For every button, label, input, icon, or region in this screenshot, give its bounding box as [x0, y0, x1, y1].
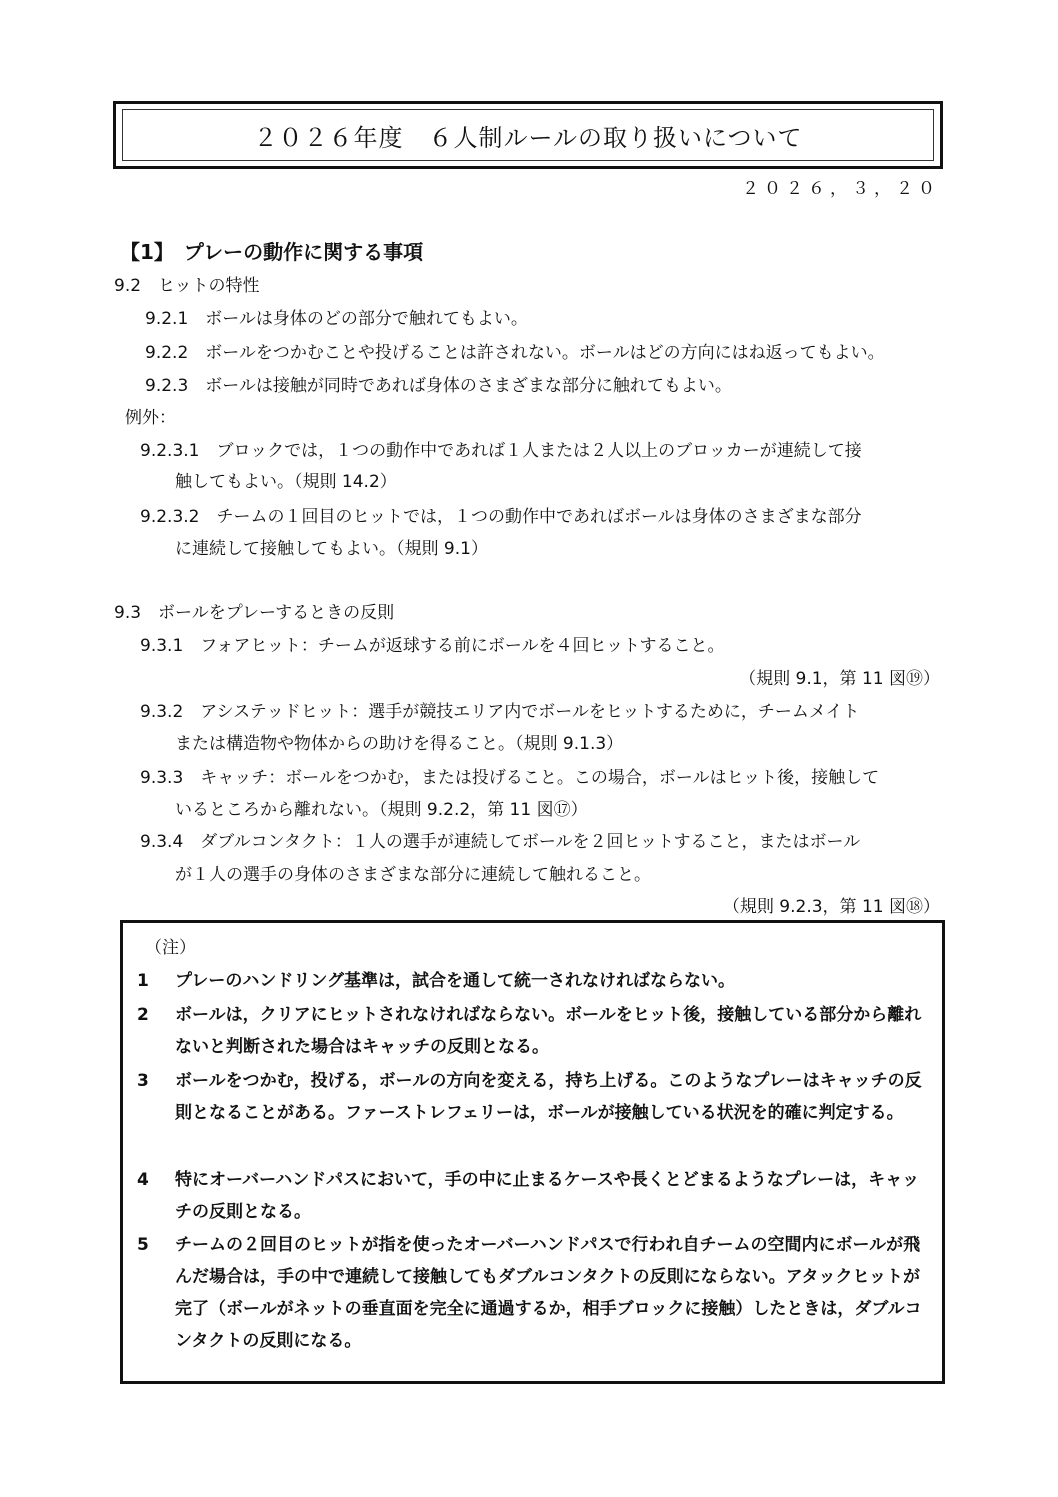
note-item [137, 999, 927, 1063]
rule-9-2-3-2-line2: に連続して接触してもよい。（規則 9.1） [175, 539, 488, 559]
rule-9-2-2: 9.2.2 ボールをつかむことや投げることは許されない。ボールはどの方向にはね返ってもよい。 [145, 343, 885, 363]
title-frame [113, 101, 943, 169]
note-text: プレーのハンドリング基準は，試合を通して統一されなければならない。 [175, 971, 735, 991]
subsection-9-2-heading: 9.2 ヒットの特性 [114, 276, 260, 296]
note-item [137, 1065, 927, 1129]
note-number: 4 [137, 1170, 149, 1190]
title-inner-frame [122, 109, 934, 161]
rule-9-3-3-line2: いるところから離れない。（規則 9.2.2，第 11 図⑰） [175, 800, 588, 820]
rule-9-2-3-1-line1: 9.2.3.1 ブロックでは，１つの動作中であれば１人または２人以上のブロッカーが連続して接 [140, 441, 862, 461]
rule-9-2-3-1-line2: 触してもよい。（規則 14.2） [175, 472, 397, 492]
document-date: ２０２６，３，２０ [742, 179, 940, 199]
note-item [137, 1229, 927, 1357]
rule-9-3-4-line2: が１人の選手の身体のさまざまな部分に連続して触れること。 [175, 865, 651, 885]
note-number: 3 [137, 1071, 149, 1091]
note-number: 1 [137, 971, 149, 991]
notes-box [120, 920, 945, 1384]
rule-9-3-1-ref: （規則 9.1，第 11 図⑲） [739, 669, 940, 689]
rule-9-3-2-line2: または構造物や物体からの助けを得ること。（規則 9.1.3） [175, 734, 624, 754]
note-text: チームの２回目のヒットが指を使ったオーバーハンドパスで行われ自チームの空間内にボールが飛んだ場合は，手の中で連続して接触してもダブルコンタクトの反則にならない。アタックヒットが完了（ボールがネットの垂直面を完全に通過するか，相手ブロックに接触）したときは，ダブルコンタクトの反則になる。 [175, 1235, 922, 1351]
rule-9-2-1: 9.2.1 ボールは身体のどの部分で触れてもよい。 [145, 309, 528, 329]
note-item [137, 965, 927, 997]
note-text: 特にオーバーハンドパスにおいて，手の中に止まるケースや長くとどまるようなプレーは，キャッチの反則となる。 [175, 1170, 920, 1222]
page-title: ２０２６年度 ６人制ルールの取り扱いについて [253, 123, 803, 152]
exception-label: 例外： [125, 408, 176, 428]
note-number: 2 [137, 1005, 149, 1025]
rule-9-2-3-2-line1: 9.2.3.2 チームの１回目のヒットでは，１つの動作中であればボールは身体のさまざまな部分 [140, 507, 862, 527]
note-text: ボールは，クリアにヒットされなければならない。ボールをヒット後，接触している部分から離れないと判断された場合はキャッチの反則となる。 [175, 1005, 922, 1057]
section-heading: 【1】 プレーの動作に関する事項 [120, 240, 424, 264]
rule-9-3-4-line1: 9.3.4 ダブルコンタクト：１人の選手が連続してボールを２回ヒットすること，またはボール [140, 832, 861, 852]
note-item [137, 1164, 927, 1228]
rule-9-3-2-line1: 9.3.2 アシステッドヒット：選手が競技エリア内でボールをヒットするために，チームメイト [140, 702, 860, 722]
note-text: ボールをつかむ，投げる，ボールの方向を変える，持ち上げる。このようなプレーはキャッチの反則となることがある。ファーストレフェリーは，ボールが接触している状況を的確に判定する。 [175, 1071, 922, 1123]
rule-9-2-3: 9.2.3 ボールは接触が同時であれば身体のさまざまな部分に触れてもよい。 [145, 376, 732, 396]
rule-9-3-1: 9.3.1 フォアヒット：チームが返球する前にボールを４回ヒットすること。 [140, 636, 725, 656]
note-number: 5 [137, 1235, 149, 1255]
notes-heading: （注） [145, 938, 196, 958]
subsection-9-3-heading: 9.3 ボールをプレーするときの反則 [114, 603, 395, 623]
rule-9-3-4-ref: （規則 9.2.3，第 11 図⑱） [722, 897, 940, 917]
rule-9-3-3-line1: 9.3.3 キャッチ：ボールをつかむ，または投げること。この場合，ボールはヒット後，接触して [140, 768, 880, 788]
